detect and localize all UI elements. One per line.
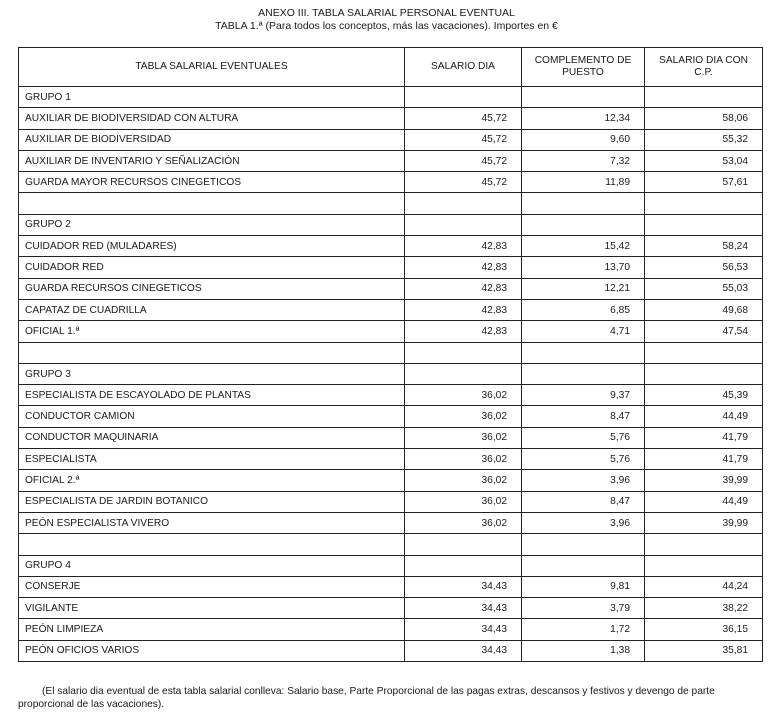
category-name: AUXILIAR DE INVENTARIO Y SEÑALIZACIÓN	[19, 150, 405, 171]
salario-cp-value: 38,22	[645, 598, 763, 619]
salary-table	[18, 47, 763, 662]
complemento-value: 15,42	[522, 236, 645, 257]
salario-dia-value: 36,02	[405, 449, 522, 470]
empty-cell	[405, 342, 522, 363]
category-name: CUIDADOR RED (MULADARES)	[19, 236, 405, 257]
category-name: GUARDA MAYOR RECURSOS CINEGETICOS	[19, 172, 405, 193]
column-header-salario-cp: SALARIO DIA CON C.P.	[645, 48, 763, 87]
salario-cp-value: 53,04	[645, 150, 763, 171]
complemento-value: 1,38	[522, 640, 645, 661]
footnote: (El salario dia eventual de esta tabla salarial conlleva: Salario base, Parte Proporcional de las pagas extras, descansos y festivos y devengo de parte proporcional de las vacaciones).	[18, 686, 715, 710]
salario-cp-value: 58,06	[645, 108, 763, 129]
salario-dia-value: 34,43	[405, 619, 522, 640]
category-name: PEÓN OFICIOS VARIOS	[19, 640, 405, 661]
salario-cp-value: 44,49	[645, 406, 763, 427]
empty-cell	[522, 363, 645, 384]
complemento-value: 11,89	[522, 172, 645, 193]
group-label: GRUPO 4	[19, 555, 405, 576]
table-header-row	[19, 48, 763, 87]
group-label: GRUPO 2	[19, 214, 405, 235]
category-name: CUIDADOR RED	[19, 257, 405, 278]
category-name: CONDUCTOR CAMION	[19, 406, 405, 427]
category-name: OFICIAL 2.ª	[19, 470, 405, 491]
salario-dia-value: 42,83	[405, 257, 522, 278]
complemento-value: 9,60	[522, 129, 645, 150]
salario-dia-value: 36,02	[405, 470, 522, 491]
table-row	[19, 640, 763, 661]
category-name: VIGILANTE	[19, 598, 405, 619]
table-row	[19, 108, 763, 129]
table-row	[19, 449, 763, 470]
salario-dia-value: 42,83	[405, 299, 522, 320]
table-row	[19, 470, 763, 491]
salario-cp-value: 41,79	[645, 449, 763, 470]
table-row	[19, 278, 763, 299]
complemento-value: 9,81	[522, 576, 645, 597]
salario-dia-value: 34,43	[405, 640, 522, 661]
table-row	[19, 150, 763, 171]
complemento-value: 5,76	[522, 449, 645, 470]
table-row	[19, 512, 763, 533]
empty-cell	[405, 87, 522, 108]
column-header-category: TABLA SALARIAL EVENTUALES	[19, 48, 405, 87]
salario-dia-value: 36,02	[405, 385, 522, 406]
complemento-value: 3,79	[522, 598, 645, 619]
table-row	[19, 427, 763, 448]
table-row	[19, 406, 763, 427]
column-header-complemento: COMPLEMENTO DE PUESTO	[522, 48, 645, 87]
category-name: OFICIAL 1.ª	[19, 321, 405, 342]
spacer-row	[19, 193, 763, 214]
table-row	[19, 619, 763, 640]
empty-cell	[405, 555, 522, 576]
complemento-value: 7,32	[522, 150, 645, 171]
salario-cp-value: 39,99	[645, 470, 763, 491]
category-name: AUXILIAR DE BIODIVERSIDAD	[19, 129, 405, 150]
category-name: ESPECIALISTA DE JARDIN BOTANICO	[19, 491, 405, 512]
salario-cp-value: 49,68	[645, 299, 763, 320]
salario-cp-value: 58,24	[645, 236, 763, 257]
empty-cell	[522, 534, 645, 555]
salario-dia-value: 42,83	[405, 236, 522, 257]
complemento-value: 4,71	[522, 321, 645, 342]
salario-cp-value: 41,79	[645, 427, 763, 448]
table-row	[19, 236, 763, 257]
complemento-value: 8,47	[522, 491, 645, 512]
spacer-row	[19, 342, 763, 363]
column-header-salario-dia: SALARIO DIA	[405, 48, 522, 87]
empty-cell	[645, 87, 763, 108]
table-body	[19, 87, 763, 662]
salario-cp-value: 45,39	[645, 385, 763, 406]
group-label: GRUPO 1	[19, 87, 405, 108]
complemento-value: 12,34	[522, 108, 645, 129]
salario-dia-value: 34,43	[405, 576, 522, 597]
salario-cp-value: 57,61	[645, 172, 763, 193]
category-name: CONSERJE	[19, 576, 405, 597]
group-row	[19, 87, 763, 108]
category-name: ESPECIALISTA DE ESCAYOLADO DE PLANTAS	[19, 385, 405, 406]
salario-cp-value: 56,53	[645, 257, 763, 278]
category-name: CAPATAZ DE CUADRILLA	[19, 299, 405, 320]
complemento-value: 1,72	[522, 619, 645, 640]
salario-cp-value: 47,54	[645, 321, 763, 342]
category-name: ESPECIALISTA	[19, 449, 405, 470]
category-name: GUARDA RECURSOS CINEGETICOS	[19, 278, 405, 299]
empty-cell	[522, 87, 645, 108]
salario-cp-value: 36,15	[645, 619, 763, 640]
empty-cell	[645, 342, 763, 363]
table-row	[19, 321, 763, 342]
group-row	[19, 555, 763, 576]
spacer-row	[19, 534, 763, 555]
salario-cp-value: 44,49	[645, 491, 763, 512]
category-name: AUXILIAR DE BIODIVERSIDAD CON ALTURA	[19, 108, 405, 129]
table-subtitle: TABLA 1.ª (Para todos los conceptos, más las vacaciones). Importes en €	[215, 20, 558, 32]
table-row	[19, 299, 763, 320]
salario-dia-value: 34,43	[405, 598, 522, 619]
table-row	[19, 257, 763, 278]
empty-cell	[405, 363, 522, 384]
salario-cp-value: 44,24	[645, 576, 763, 597]
complemento-value: 6,85	[522, 299, 645, 320]
complemento-value: 13,70	[522, 257, 645, 278]
complemento-value: 12,21	[522, 278, 645, 299]
complemento-value: 9,37	[522, 385, 645, 406]
empty-cell	[645, 363, 763, 384]
empty-cell	[19, 342, 405, 363]
empty-cell	[19, 534, 405, 555]
group-row	[19, 363, 763, 384]
salario-cp-value: 39,99	[645, 512, 763, 533]
table-row	[19, 172, 763, 193]
salario-dia-value: 36,02	[405, 427, 522, 448]
salario-dia-value: 45,72	[405, 129, 522, 150]
table-row	[19, 491, 763, 512]
salario-dia-value: 42,83	[405, 278, 522, 299]
group-label: GRUPO 3	[19, 363, 405, 384]
complemento-value: 5,76	[522, 427, 645, 448]
category-name: CONDUCTOR MAQUINARIA	[19, 427, 405, 448]
complemento-value: 3,96	[522, 512, 645, 533]
category-name: PEÓN LIMPIEZA	[19, 619, 405, 640]
document-title-block	[0, 7, 773, 33]
empty-cell	[645, 534, 763, 555]
complemento-value: 3,96	[522, 470, 645, 491]
salario-cp-value: 55,32	[645, 129, 763, 150]
table-row	[19, 129, 763, 150]
empty-cell	[405, 193, 522, 214]
empty-cell	[522, 193, 645, 214]
empty-cell	[405, 534, 522, 555]
empty-cell	[522, 214, 645, 235]
salario-dia-value: 36,02	[405, 512, 522, 533]
salario-cp-value: 35,81	[645, 640, 763, 661]
table-row	[19, 598, 763, 619]
empty-cell	[645, 555, 763, 576]
salario-dia-value: 45,72	[405, 172, 522, 193]
salario-dia-value: 42,83	[405, 321, 522, 342]
salario-cp-value: 55,03	[645, 278, 763, 299]
complemento-value: 8,47	[522, 406, 645, 427]
empty-cell	[645, 214, 763, 235]
salario-dia-value: 45,72	[405, 150, 522, 171]
category-name: PEÓN ESPECIALISTA VIVERO	[19, 512, 405, 533]
table-row	[19, 576, 763, 597]
empty-cell	[405, 214, 522, 235]
empty-cell	[522, 555, 645, 576]
annex-title: ANEXO III. TABLA SALARIAL PERSONAL EVENTUAL	[258, 7, 515, 19]
empty-cell	[522, 342, 645, 363]
salario-dia-value: 45,72	[405, 108, 522, 129]
salario-dia-value: 36,02	[405, 491, 522, 512]
group-row	[19, 214, 763, 235]
empty-cell	[19, 193, 405, 214]
table-row	[19, 385, 763, 406]
empty-cell	[645, 193, 763, 214]
salario-dia-value: 36,02	[405, 406, 522, 427]
